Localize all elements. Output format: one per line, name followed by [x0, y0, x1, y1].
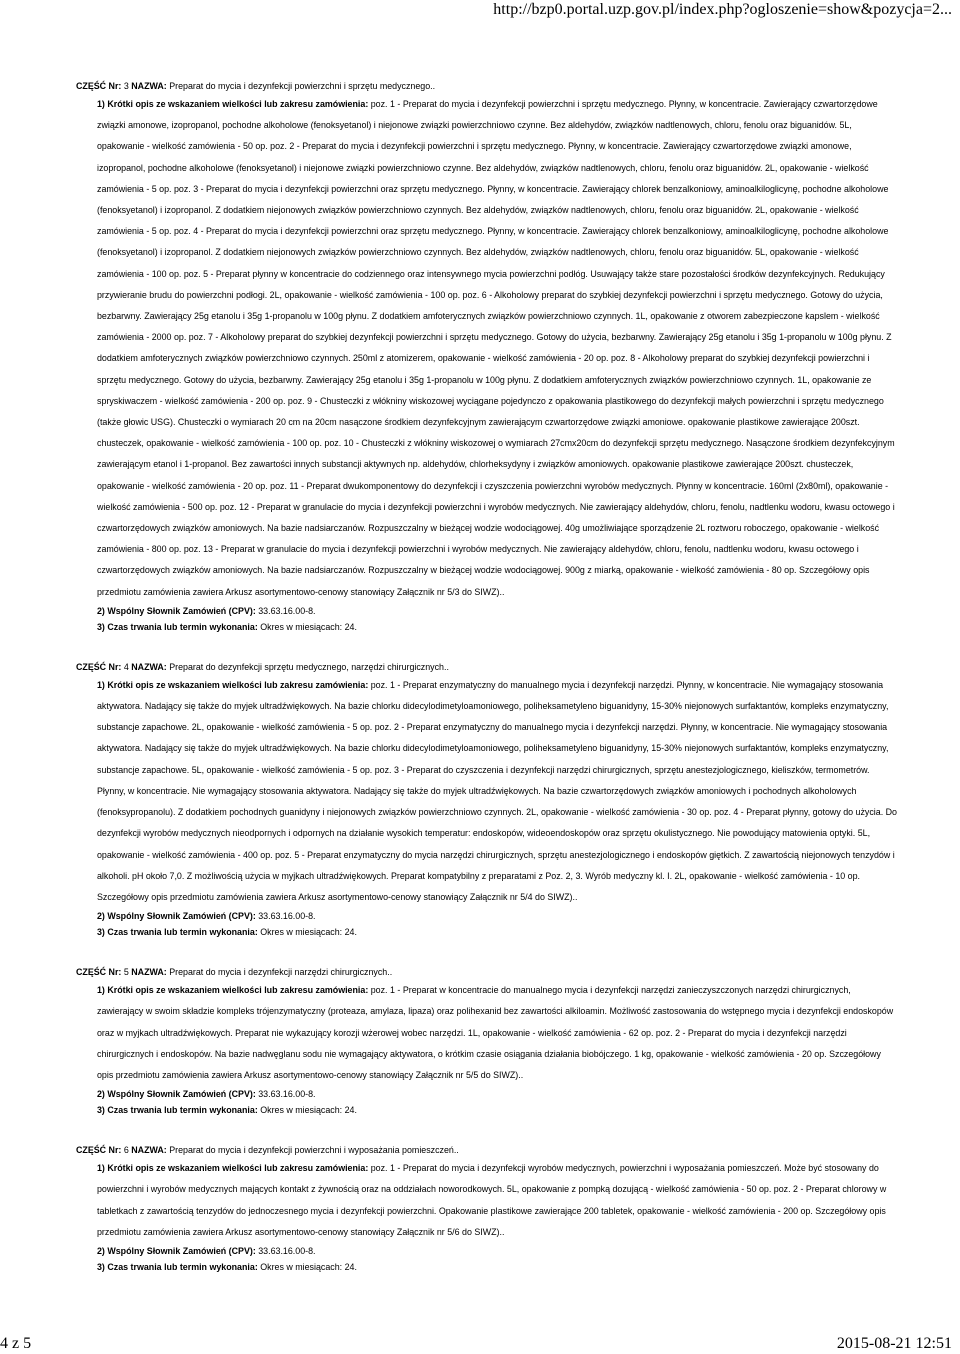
description-label: 1) Krótki opis ze wskazaniem wielkości lub zakresu zamówienia: — [97, 1163, 371, 1174]
description-item — [97, 980, 898, 1086]
print-datetime: 2015-08-21 12:51 — [836, 1335, 952, 1352]
description-text: poz. 1 - Preparat do mycia i dezynfekcji wyrobów medycznych, powierzchni i wyposażania pomieszczeń. Może być stosowany do powierzchni i wyrobów medycznych mających kontakt z żywnością oraz na oddziałach noworodkowych. 5L, opakowanie z pompką dozującą - wielkość zamówienia - 50 op. poz. 2 - Preparat chlorowy w tabletkach z zawartością tenzydów do jednoczesnego mycia i dezynfekcji powierzchni. Opakowanie plastikowe zawierające 200 tabletek, opakowanie - wielkość zamówienia - 200 op. Szczegółowy opis przedmiotu zamówienia zawiera Arkusz asortymentowo-cenowy stanowiący Załącznik nr 5/6 do SIWZ).. — [97, 1163, 887, 1237]
term-value: Okres w miesiącach: 24. — [260, 927, 357, 938]
term-label: 3) Czas trwania lub termin wykonania: — [97, 1261, 261, 1272]
name-label: NAZWA: — [128, 81, 170, 91]
part-section — [76, 1142, 898, 1275]
cpv-code: 33.63.16.00-8. — [258, 1089, 316, 1100]
page-footer — [0, 1334, 960, 1354]
part-label: CZĘŚĆ Nr: — [76, 1145, 124, 1156]
description-label: 1) Krótki opis ze wskazaniem wielkości lub zakresu zamówienia: — [97, 99, 371, 109]
cpv-code: 33.63.16.00-8. — [258, 605, 316, 616]
cpv-code: 33.63.16.00-8. — [258, 911, 316, 922]
part-name: Preparat do dezynfekcji sprzętu medycznego, narzędzi chirurgicznych.. — [169, 661, 449, 672]
part-heading — [76, 78, 898, 94]
part-section — [76, 964, 898, 1118]
name-label: NAZWA: — [128, 661, 170, 672]
part-name: Preparat do mycia i dezynfekcji powierzchni i sprzętu medycznego.. — [169, 81, 436, 91]
term-item — [97, 619, 898, 635]
cpv-label: 2) Wspólny Słownik Zamówień (CPV): — [97, 1245, 259, 1256]
term-item — [97, 924, 898, 940]
part-number: 4 — [123, 661, 129, 672]
description-item — [97, 675, 898, 908]
part-heading — [76, 1142, 898, 1158]
term-item — [97, 1259, 898, 1275]
cpv-label: 2) Wspólny Słownik Zamówień (CPV): — [97, 605, 259, 616]
cpv-item — [97, 603, 898, 619]
document-body — [76, 78, 898, 1299]
part-name: Preparat do mycia i dezynfekcji narzędzi chirurgicznych.. — [169, 967, 393, 978]
cpv-label: 2) Wspólny Słownik Zamówień (CPV): — [97, 1089, 259, 1100]
description-label: 1) Krótki opis ze wskazaniem wielkości lub zakresu zamówienia: — [97, 985, 371, 996]
part-label: CZĘŚĆ Nr: — [76, 661, 124, 672]
term-item — [97, 1102, 898, 1118]
description-item — [97, 94, 898, 603]
part-section — [76, 659, 898, 940]
part-name: Preparat do mycia i dezynfekcji powierzchni i wyposażania pomieszczeń.. — [169, 1145, 459, 1156]
part-number: 5 — [123, 967, 129, 978]
part-label: CZĘŚĆ Nr: — [76, 81, 124, 91]
cpv-item — [97, 908, 898, 924]
page-number: 4 z 5 — [0, 1335, 32, 1352]
cpv-label: 2) Wspólny Słownik Zamówień (CPV): — [97, 911, 259, 922]
term-value: Okres w miesiącach: 24. — [260, 1261, 357, 1272]
page-url-header: http://bzp0.portal.uzp.gov.pl/index.php?ogloszenie=show&pozycja=2... — [493, 1, 952, 18]
cpv-code: 33.63.16.00-8. — [258, 1245, 316, 1256]
part-number: 6 — [123, 1145, 129, 1156]
term-label: 3) Czas trwania lub termin wykonania: — [97, 927, 261, 938]
part-number: 3 — [123, 81, 129, 91]
term-label: 3) Czas trwania lub termin wykonania: — [97, 1105, 261, 1116]
description-text: poz. 1 - Preparat w koncentracie do manualnego mycia i dezynfekcji narzędzi zanieczyszczonych narzędzi chirurgicznych, zawierający w swoim składzie kompleks trójenzymatyczny (proteaza, amylaza, lipaza) oraz polihexanid bez zawartości alkiloamin. Możliwość zastosowania do wstępnego mycia i dezynfekcji endoskopów oraz w myjkach ultradźwiękowych. Preparat nie wykazujący korozji wżerowej wobec narzędzi. 1L, opakowanie - wielkość zamówienia - 62 op. poz. 2 - Preparat do mycia i dezynfekcji narzędzi chirurgicznych i endoskopów. Na bazie nadwęglanu sodu nie wymagający aktywatora, o krótkim czasie osiągania działania biobójczego. 1 kg, opakowanie - wielkość zamówienia - 20 op. Szczegółowy opis przedmiotu zamówienia zawiera Arkusz asortymentowo-cenowy stanowiący Załącznik nr 5/5 do SIWZ).. — [97, 985, 894, 1080]
cpv-item — [97, 1243, 898, 1259]
part-heading — [76, 964, 898, 980]
term-label: 3) Czas trwania lub termin wykonania: — [97, 621, 261, 632]
name-label: NAZWA: — [128, 967, 170, 978]
description-text: poz. 1 - Preparat do mycia i dezynfekcji powierzchni i sprzętu medycznego. Płynny, w koncentracie. Zawierający czwartorzędowe związki amonowe, izopropanol, pochodne alkoholowe (fenoksyetanol) i niejonowe związki powierzchniowo czynne. Bez aldehydów, związków nadtlenowych, chloru, fenolu oraz biguanidów. 5L, opakowanie - wielkość zamówienia - 50 op. poz. 2 - Preparat do mycia i dezynfekcji powierzchni i sprzętu medycznego. Płynny, w koncentracie. Zawierający czwartorzędowe związki amonowe, izopropanol, pochodne alkoholowe (fenoksyetanol) i niejonowe związki powierzchniowo czynne. Bez aldehydów, związków nadtlenowych, chloru, fenolu oraz biguanidów. 2L, opakowanie - wielkość zamówienia - 5 op. poz. 3 - Preparat do mycia i dezynfekcji powierzchni oraz sprzętu medycznego. Płynny, w koncentracie. Zawierający chlorek benzalkoniowy, aminoalkiloglicynę, pochodne alkoholowe (fenoksyetanol) i izopropanol. Z dodatkiem niejonowych związków powierzchniowo czynnych. Bez aldehydów, związków nadtlenowych, chloru, fenolu oraz biguanidów. 2L, opakowanie - wielkość zamówienia - 5 op. poz. 4 - Preparat do mycia i dezynfekcji powierzchni oraz sprzętu medycznego. Płynny, w koncentracie. Zawierający chlorek benzalkoniowy, aminoalkiloglicynę, pochodne alkoholowe (fenoksyetanol) i izopropanol. Z dodatkiem niejonowych związków powierzchniowo czynnych. Bez aldehydów, związków nadtlenowych, chloru, fenolu oraz biguanidów. 5L, opakowanie - wielkość zamówienia - 100 op. poz. 5 - Preparat płynny w koncentracie do codziennego oraz intensywnego mycia powierzchni podłóg. Usuwający także stare pozostałości środków dezynfekcyjnych. Redukujący przywieranie brudu do powierzchni podłogi. 2L, opakowanie - wielkość zamówienia - 100 op. poz. 6 - Alkoholowy preparat do szybkiej dezynfekcji powierzchni i sprzętu medycznego. Gotowy do użycia, bezbarwny. Zawierający 25g etanolu i 35g 1-propanolu w 100g płynu. Z dodatkiem amfoterycznych związków powierzchniowo czynnych. 1L, opakowanie z otworem zabezpieczone kapslem - wielkość zamówienia - 2000 op. poz. 7 - Alkoholowy preparat do szybkiej dezynfekcji powierzchni i sprzętu medycznego. Gotowy do użycia, bezbarwny. Zawierający 25g etanolu i 35g 1-propanolu w 100g płynu. Z dodatkiem amfoterycznych związków powierzchniowo czynnych. 250ml z atomizerem, opakowanie - wielkość zamówienia - 20 op. poz. 8 - Alkoholowy preparat do szybkiej dezynfekcji powierzchni i sprzętu medycznego. Gotowy do użycia, bezbarwny. Zawierający 25g etanolu i 35g 1-propanolu w 100g płynu. Z dodatkiem amfoterycznych związków powierzchniowo czynnych. 1L, opakowanie ze spryskiwaczem - wielkość zamówienia - 200 op. poz. 9 - Chusteczki z włókniny wiskozowej wyciągane pojedynczo z opakowania plastikowego do dezynfekcji małych powierzchni i sprzętu medycznego (także głowic USG). Chusteczki o wymiarach 20 cm na 20cm nasączone środkiem dezynfekcyjnym zawierającym czwartorzędowe związki amoniowe. opakowanie plastikowe zawierające 200szt. chusteczek, opakowanie - wielkość zamówienia - 100 op. poz. 10 - Chusteczki z włókniny wiskozowej o wymiarach 27cmx20cm do dezynfekcji sprzętu medycznego. Nasączone środkiem dezynfekcyjnym zawierającym etanol i 1-propanol. Bez zawartości innych substancji aktywnych np. aldehydów, chlorheksydyny i związków amoniowych. opakowanie plastikowe zawierające 200szt. chusteczek, opakowanie - wielkość zamówienia - 20 op. poz. 11 - Preparat dwukomponentowy do dezynfekcji i czyszczenia powierzchni wyrobów medycznych. Płynny w koncentracie. 160ml (2x80ml), opakowanie - wielkość zamówienia - 500 op. poz. 12 - Preparat w granulacie do mycia i dezynfekcji powierzchni i wyrobów medycznych. Nie zawierający aldehydów, chloru, fenolu, nadtlenku wodoru, kwasu octowego i czwartorzędowych związków amoniowych. Na bazie nadsiarczanów. Rozpuszczalny w bieżącej wodzie wodociągowej. 40g umożliwiające sporządzenie 2L roztworu roboczego, opakowanie - wielkość zamówienia - 800 op. poz. 13 - Preparat w granulacie do mycia i dezynfekcji powierzchni i wyrobów medycznych. Nie zawierający aldehydów, chloru, fenolu, nadtlenku wodoru, kwasu octowego i czwartorzędowych związków amoniowych. Na bazie nadsiarczanów. Rozpuszczalny w bieżącej wodzie wodociągowej. 900g z miarką, opakowanie - wielkość zamówienia - 80 op. Szczegółowy opis przedmiotu zamówienia zawiera Arkusz asortymentowo-cenowy stanowiący Załącznik nr 5/3 do SIWZ).. — [97, 99, 895, 597]
part-section — [76, 78, 898, 635]
description-text: poz. 1 - Preparat enzymatyczny do manualnego mycia i dezynfekcji narzędzi. Płynny, w koncentracie. Nie wymagający stosowania aktywatora. Nadający się także do myjek ultradźwiękowych. Na bazie chlorku didecylodimetyloamoniowego, poliheksametyleno biguanidyny, 15-30% niejonowych surfaktantów, kompleks enzymatyczny, substancje zapachowe. 2L, opakowanie - wielkość zamówienia - 5 op. poz. 2 - Preparat enzymatyczny do manualnego mycia i dezynfekcji narzędzi. Płynny, w koncentracie. Nie wymagający stosowania aktywatora. Nadający się także do myjek ultradźwiękowych. Na bazie chlorku didecylodimetyloamoniowego, poliheksametyleno biguanidyny, 15-30% niejonowych surfaktantów, kompleks enzymatyczny, substancje zapachowe. 5L, opakowanie - wielkość zamówienia - 5 op. poz. 3 - Preparat do czyszczenia i dezynfekcji narzędzi chirurgicznych, sprzętu anestezjologicznego, kieliszków, termometrów. Płynny, w koncentracie. Nie wymagający stosowania aktywatora. Nadający się także do myjek ultradźwiękowych. Na bazie czwartorzędowych związków amoniowych i pochodnych alkoholowych (fenoksypropanolu). Z dodatkiem pochodnych guanidyny i niejonowych związków powierzchniowo czynnych. 2L, opakowanie - wielkość zamówienia - 30 op. poz. 4 - Preparat płynny, gotowy do użycia. Do dezynfekcji wyrobów medycznych nieodpornych i odpornych na działanie wysokich temperatur: endoskopów, wideoendoskopów oraz sprzętu okulistycznego. Nie powodujący matowienia optyki. 5L, opakowanie - wielkość zamówienia - 400 op. poz. 5 - Preparat enzymatyczny do mycia narzędzi chirurgicznych, sprzętu anestezjologicznego i endoskopów giętkich. Z zawartością niejonowych tenzydów i alkoholi. pH około 7,0. Z możliwością użycia w myjkach ultradźwiękowych. Preparat kompatybilny z preparatami z Poz. 2, 3. Wyrób medyczny kl. I. 2L, opakowanie - wielkość zamówienia - 10 op. Szczegółowy opis przedmiotu zamówienia zawiera Arkusz asortymentowo-cenowy stanowiący Załącznik nr 5/4 do SIWZ).. — [97, 679, 897, 902]
cpv-item — [97, 1086, 898, 1102]
term-value: Okres w miesiącach: 24. — [260, 621, 357, 632]
term-value: Okres w miesiącach: 24. — [260, 1105, 357, 1116]
part-label: CZĘŚĆ Nr: — [76, 967, 124, 978]
name-label: NAZWA: — [128, 1145, 170, 1156]
description-label: 1) Krótki opis ze wskazaniem wielkości lub zakresu zamówienia: — [97, 679, 371, 690]
description-item — [97, 1158, 898, 1243]
part-heading — [76, 659, 898, 675]
